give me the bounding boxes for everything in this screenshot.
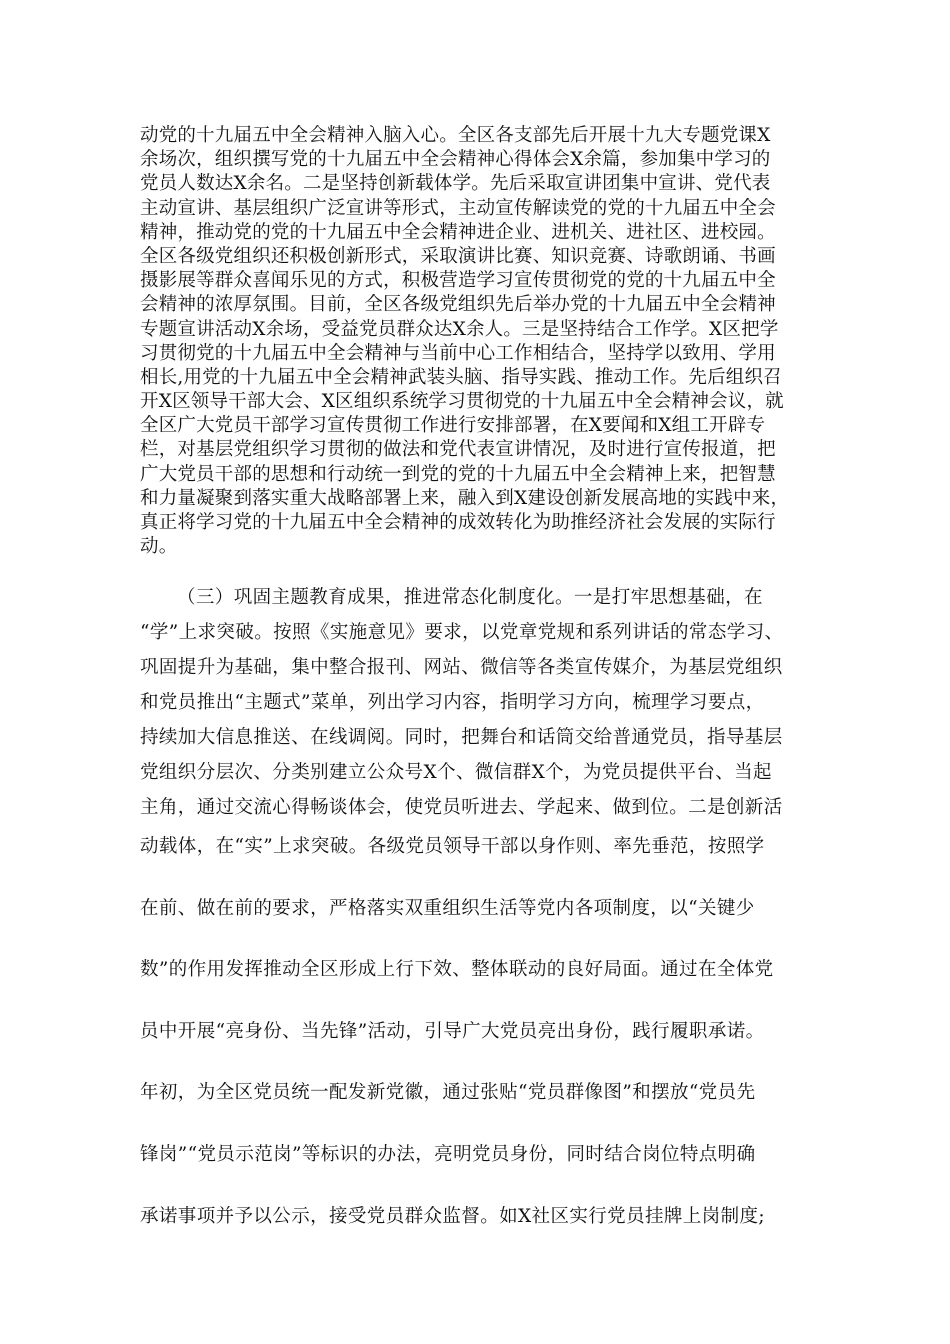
paragraph-one-line: 党员人数达X余名。二是坚持创新载体学。先后采取宣讲团集中宣讲、党代表 [140, 173, 771, 195]
paragraph-two-line: 年初，为全区党员统一配发新党徽，通过张贴“党员群像图”和摆放“党员先 [140, 1082, 756, 1103]
paragraph-two-line: （三）巩固主题教育成果，推进常态化制度化。一是打牢思想基础，在 [177, 587, 763, 608]
paragraph-one-line: 动党的十九届五中全会精神入脑入心。全区各支部先后开展十九大专题党课X [140, 125, 771, 146]
paragraph-two-line: 和党员推出“主题式”菜单，列出学习内容，指明学习方向，梳理学习要点， [140, 692, 765, 713]
paragraph-one-line: 栏，对基层党组织学习贯彻的做法和党代表宣讲情况，及时进行宣传报道，把 [140, 439, 776, 461]
paragraph-one-line: 相长,用党的十九届五中全会精神武装头脑、指导实践、推动工作。先后组织召 [140, 366, 782, 388]
paragraph-one-line: 全区广大党员干部学习宣传贯彻工作进行安排部署，在X要闻和X组工开辟专 [140, 415, 766, 437]
paragraph-one-line: 习贯彻党的十九届五中全会精神与当前中心工作相结合，坚持学以致用、学用 [140, 342, 776, 364]
paragraph-two-line: 数”的作用发挥推动全区形成上行下效、整体联动的良好局面。通过在全体党 [140, 959, 774, 980]
paragraph-two-line: 员中开展“亮身份、当先锋”活动，引导广大党员亮出身份，践行履职承诺。 [140, 1021, 765, 1042]
paragraph-two-line: “学”上求突破。按照《实施意见》要求，以党章党规和系列讲话的常态学习、 [140, 622, 784, 643]
paragraph-one-line: 开X区领导干部大会、X区组织系统学习贯彻党的十九届五中全会精神会议，就 [140, 391, 784, 413]
paragraph-two-line: 在前、做在前的要求，严格落实双重组织生活等党内各项制度，以“关键少 [140, 898, 755, 919]
paragraph-two-line: 锋岗”“党员示范岗”等标识的办法，亮明党员身份，同时结合岗位特点明确 [140, 1144, 756, 1165]
paragraph-one-line: 和力量凝聚到落实重大战略部署上来，融入到X建设创新发展高地的实践中来， [140, 487, 790, 509]
paragraph-two-line: 承诺事项并予以公示，接受党员群众监督。如X社区实行党员挂牌上岗制度; [140, 1206, 766, 1227]
paragraph-one-line: 摄影展等群众喜闻乐见的方式，积极营造学习宣传贯彻党的党的十九届五中全 [140, 270, 776, 292]
paragraph-two-line: 主角，通过交流心得畅谈体会，使党员听进去、学起来、做到位。二是创新活 [140, 797, 783, 818]
paragraph-two-line: 巩固提升为基础，集中整合报刊、网站、微信等各类宣传媒介，为基层党组织 [140, 657, 783, 678]
paragraph-two-line: 党组织分层次、分类别建立公众号X个、微信群X个，为党员提供平台、当起 [140, 762, 772, 783]
paragraph-two-line: 持续加大信息推送、在线调阅。同时，把舞台和话筒交给普通党员，指导基层 [140, 727, 783, 748]
paragraph-one [140, 124, 814, 559]
paragraph-one-line: 精神，推动党的党的十九届五中全会精神进企业、进机关、进社区、进校园。 [140, 221, 776, 243]
paragraph-one-line: 动。 [140, 536, 178, 558]
paragraph-two-line: 动载体，在“实”上求突破。各级党员领导干部以身作则、率先垂范，按照学 [140, 836, 765, 857]
paragraph-one-line: 全区各级党组织还积极创新形式，采取演讲比赛、知识竞赛、诗歌朗诵、书画 [140, 245, 776, 267]
paragraph-one-line: 专题宣讲活动X余场，受益党员群众达X余人。三是坚持结合工作学。X区把学 [140, 318, 779, 340]
paragraph-one-line: 余场次，组织撰写党的十九届五中全会精神心得体会X余篇，参加集中学习的 [140, 149, 771, 171]
paragraph-one-line: 广大党员干部的思想和行动统一到党的党的十九届五中全会精神上来，把智慧 [140, 463, 776, 485]
paragraph-one-line: 会精神的浓厚氛围。目前，全区各级党组织先后举办党的十九届五中全会精神 [140, 294, 776, 316]
paragraph-one-line: 主动宣讲、基层组织广泛宣讲等形式，主动宣传解读党的党的十九届五中全会 [140, 197, 776, 219]
paragraph-one-line: 真正将学习党的十九届五中全会精神的成效转化为助推经济社会发展的实际行 [140, 512, 776, 533]
